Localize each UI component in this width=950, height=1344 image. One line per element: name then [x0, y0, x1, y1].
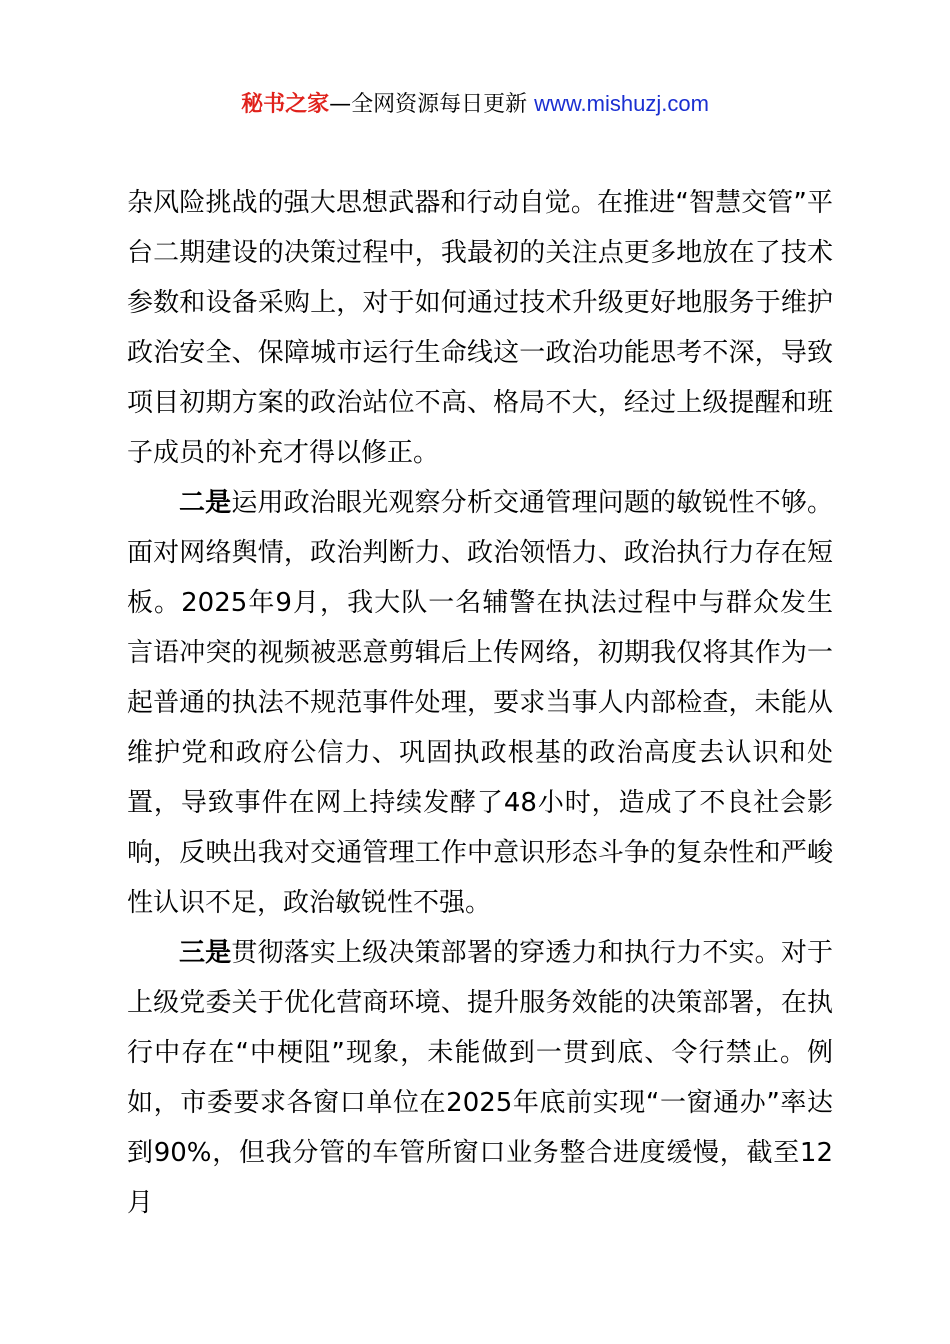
paragraph-text: 贯彻落实上级决策部署的穿透力和执行力不实。对于上级党委关于优化营商环境、提升服务效能的决策部署，在执行中存在“中梗阻”现象，未能做到一贯到底、令行禁止。例如，市委要求各窗口单位在2025年底前实现“一窗通办”率达到90%，但我分管的车管所窗口业务整合进度缓慢，截至12月: [127, 938, 833, 1218]
paragraph-continued: [127, 178, 833, 478]
paragraph-point-three: [127, 928, 833, 1228]
paragraph-text: 运用政治眼光观察分析交通管理问题的敏锐性不够。面对网络舆情，政治判断力、政治领悟力、政治执行力存在短板。2025年9月，我大队一名辅警在执法过程中与群众发生言语冲突的视频被恶意剪辑后上传网络，初期我仅将其作为一起普通的执法不规范事件处理，要求当事人内部检查，未能从维护党和政府公信力、巩固执政根基的政治高度去认识和处置，导致事件在网上持续发酵了48小时，造成了不良社会影响，反映出我对交通管理工作中意识形态斗争的复杂性和严峻性认识不足，政治敏锐性不强。: [127, 488, 833, 918]
header-tagline: —全网资源每日更新: [329, 92, 535, 117]
document-body: [127, 178, 833, 1228]
paragraph-lead: 三是: [179, 938, 232, 968]
paragraph-point-two: [127, 478, 833, 928]
paragraph-text: 杂风险挑战的强大思想武器和行动自觉。在推进“智慧交管”平台二期建设的决策过程中，我最初的关注点更多地放在了技术参数和设备采购上，对于如何通过技术升级更好地服务于维护政治安全、保障城市运行生命线这一政治功能思考不深，导致项目初期方案的政治站位不高、格局不大，经过上级提醒和班子成员的补充才得以修正。: [127, 188, 833, 468]
website-link[interactable]: www.mishuzj.com: [534, 91, 709, 116]
paragraph-lead: 二是: [179, 488, 232, 518]
brand-name: 秘书之家: [241, 92, 330, 117]
page-header: [0, 88, 950, 121]
